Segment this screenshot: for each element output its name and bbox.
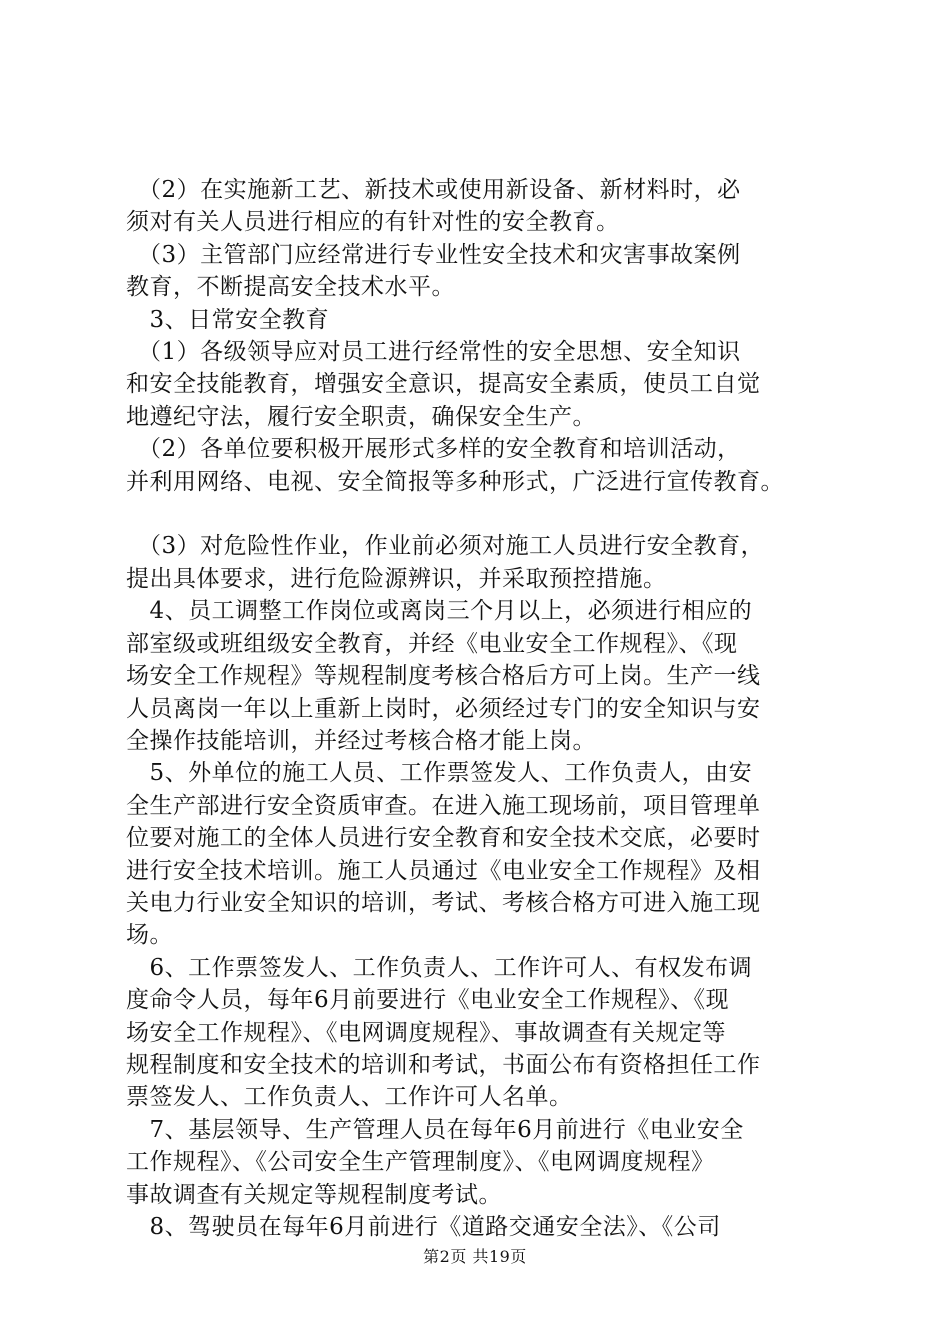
text-line: 和安全技能教育，增强安全意识，提高安全素质，使员工自觉 — [126, 371, 761, 398]
text-line: 全生产部进行安全资质审查。在进入施工现场前，项目管理单 — [126, 792, 761, 819]
text-line: 票签发人、工作负责人、工作许可人名单。 — [126, 1084, 573, 1111]
text-line: 工作规程》、《公司安全生产管理制度》、《电网调度规程》 — [126, 1149, 715, 1176]
blank-line — [126, 498, 836, 530]
text-line: （3）对危险性作业，作业前必须对施工人员进行安全教育， — [126, 533, 765, 560]
document-body — [126, 174, 836, 1243]
text-line: 度命令人员，每年6月前要进行《电业安全工作规程》、《现 — [126, 987, 730, 1014]
text-line: 场安全工作规程》、《电网调度规程》、事故调查有关规定等 — [126, 1019, 726, 1046]
text-line: （2）各单位要积极开展形式多样的安全教育和培训活动， — [126, 436, 741, 463]
text-line: 教育，不断提高安全技术水平。 — [126, 274, 455, 301]
text-line: 5、外单位的施工人员、工作票签发人、工作负责人，由安 — [126, 760, 753, 787]
text-line: 事故调查有关规定等规程制度考试。 — [126, 1181, 502, 1208]
text-line: 场安全工作规程》等规程制度考核合格后方可上岗。生产一线 — [126, 663, 761, 690]
text-line: 并利用网络、电视、安全简报等多种形式，广泛进行宣传教育。 — [126, 468, 784, 495]
text-line: 8、驾驶员在每年6月前进行《道路交通安全法》、《公司 — [126, 1214, 721, 1240]
text-line: （2）在实施新工艺、新技术或使用新设备、新材料时，必 — [126, 177, 741, 203]
text-line: 须对有关人员进行相应的有针对性的安全教育。 — [126, 209, 620, 236]
text-line: 全操作技能培训，并经过考核合格才能上岗。 — [126, 727, 596, 754]
text-line: 提出具体要求，进行危险源辨识，并采取预控措施。 — [126, 565, 667, 592]
text-line: 关电力行业安全知识的培训，考试、考核合格方可进入施工现 — [126, 889, 761, 916]
text-line: 部室级或班组级安全教育，并经《电业安全工作规程》、《现 — [126, 630, 738, 657]
section-heading: 3、日常安全教育 — [126, 306, 330, 333]
text-line: 4、员工调整工作岗位或离岗三个月以上，必须进行相应的 — [126, 598, 753, 625]
text-line: 地遵纪守法，履行安全职责，确保安全生产。 — [126, 403, 596, 430]
text-line: 位要对施工的全体人员进行安全教育和安全技术交底，必要时 — [126, 825, 761, 852]
text-line: （3）主管部门应经常进行专业性安全技术和灾害事故案例 — [126, 241, 741, 268]
text-line: 人员离岗一年以上重新上岗时，必须经过专门的安全知识与安 — [126, 695, 761, 722]
text-line: （1）各级领导应对员工进行经常性的安全思想、安全知识 — [126, 339, 741, 366]
page-number-footer: 第2页 共19页 — [423, 1247, 527, 1266]
text-line: 场。 — [126, 922, 173, 949]
text-line: 6、工作票签发人、工作负责人、工作许可人、有权发布调 — [126, 954, 753, 981]
text-line: 规程制度和安全技术的培训和考试，书面公布有资格担任工作 — [126, 1051, 761, 1078]
text-line: 进行安全技术培训。施工人员通过《电业安全工作规程》及相 — [126, 857, 761, 884]
text-line: 7、基层领导、生产管理人员在每年6月前进行《电业安全 — [126, 1116, 744, 1143]
